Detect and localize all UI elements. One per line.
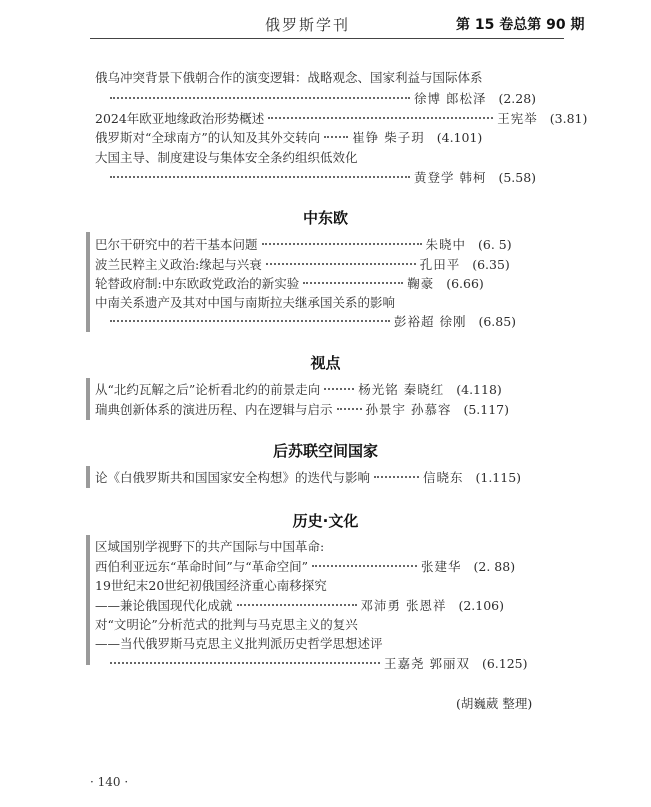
- toc-entry: [95, 468, 521, 488]
- dot-leader: [324, 388, 354, 390]
- dot-leader: [268, 117, 493, 119]
- toc-entry-authors: 王嘉尧 郭丽双: [383, 656, 470, 671]
- toc-entry-title: 区域国别学视野下的共产国际与中国革命:: [95, 539, 325, 554]
- page-number: · 140 ·: [90, 775, 129, 789]
- toc-entry-ref: (4.101): [436, 130, 483, 145]
- toc-entry-ref: (6. 5): [477, 237, 512, 252]
- toc-entry-ref: (6.35): [472, 257, 510, 272]
- toc-entry-leader-line: [110, 654, 528, 674]
- dot-leader: [266, 263, 416, 265]
- toc-entry-ref: (2.28): [498, 91, 537, 106]
- toc-entry-authors: 王宪举: [497, 111, 538, 126]
- toc-entry-title: 轮替政府制:中东欧政党政治的新实验: [95, 276, 300, 291]
- toc-entry-title: 巴尔干研究中的若干基本问题: [95, 237, 258, 252]
- toc-entry-subtitle: ——当代俄罗斯马克思主义批判派历史哲学思想述评: [95, 636, 383, 651]
- dot-leader: [303, 282, 403, 284]
- toc-entry-ref: (2.106): [458, 598, 504, 613]
- toc-entry-leader-line: [110, 168, 536, 188]
- toc-entry-authors: 徐博 郎松泽: [413, 91, 487, 106]
- dot-leader: [110, 176, 410, 178]
- toc-entry-ref: (4.118): [456, 382, 502, 397]
- toc-entry-authors: 朱晓中: [425, 237, 466, 252]
- toc-entry-subtitle: ——兼论俄国现代化成就: [95, 598, 233, 613]
- section-bar: [86, 378, 90, 420]
- toc-entry-authors: 杨光铭 秦晓红: [358, 382, 445, 397]
- toc-entry-authors: 彭裕超 徐刚: [393, 314, 467, 329]
- toc-entry-ref: (6.66): [446, 276, 484, 291]
- toc-entry-title: 俄乌冲突背景下俄朝合作的演变逻辑：战略观念、国家利益与国际体系: [95, 70, 483, 85]
- toc-entry-authors: 崔铮 柴子玥: [352, 130, 425, 145]
- toc-entry-authors: 鞠豪: [407, 276, 435, 291]
- toc-entry-subtitle: 西伯利亚远东“革命时间”与“革命空间”: [95, 559, 309, 574]
- dot-leader: [374, 476, 419, 478]
- section-heading: 视点: [310, 354, 341, 372]
- toc-entry: [95, 128, 482, 148]
- toc-entry-ref: (6.125): [481, 656, 528, 671]
- toc-entry-leader-line: [110, 89, 536, 109]
- toc-entry: [95, 557, 515, 577]
- toc-entry-title: 2024年欧亚地缘政治形势概述: [95, 111, 265, 126]
- toc-entry: [95, 596, 504, 616]
- dot-leader: [110, 97, 410, 99]
- toc-entry-authors: 信晓东: [422, 470, 464, 485]
- dot-leader: [110, 662, 380, 664]
- toc-entry-title: 波兰民粹主义政治:缘起与兴衰: [95, 257, 262, 272]
- issue-label: 第 15 卷总第 90 期: [456, 17, 585, 33]
- header-rule: [90, 38, 564, 39]
- toc-entry: [95, 235, 512, 255]
- section-bar: [86, 535, 90, 665]
- toc-entry-title: 俄罗斯对“全球南方”的认知及其外交转向: [95, 130, 321, 145]
- toc-entry-leader-line: [110, 312, 516, 332]
- toc-entry: [95, 274, 484, 294]
- toc-entry: [95, 255, 510, 275]
- toc-entry-ref: (2. 88): [473, 559, 516, 574]
- toc-entry-title: 大国主导、制度建设与集体安全条约组织低效化: [95, 150, 358, 165]
- toc-entry-title: 瑞典创新体系的演进历程、内在逻辑与启示: [95, 402, 333, 417]
- toc-entry-ref: (5.117): [463, 402, 509, 417]
- toc-entry: [95, 380, 502, 400]
- toc-entry: [95, 109, 587, 129]
- compiler-note: (胡巍葳 整理): [456, 696, 533, 711]
- toc-entry-title: 从“北约瓦解之后”论析看北约的前景走向: [95, 382, 321, 397]
- toc-entry-ref: (5.58): [498, 170, 537, 185]
- toc-entry: [95, 400, 509, 420]
- dot-leader: [312, 565, 417, 567]
- toc-entry-authors: 孙景宇 孙慕容: [365, 402, 452, 417]
- dot-leader: [337, 408, 362, 410]
- toc-entry-ref: (1.115): [475, 470, 522, 485]
- dot-leader: [237, 604, 357, 606]
- dot-leader: [262, 243, 422, 245]
- section-bar: [86, 466, 90, 488]
- dot-leader: [324, 136, 348, 138]
- dot-leader: [110, 320, 390, 322]
- toc-entry-title: 19世纪末20世纪初俄国经济重心南移探究: [95, 578, 327, 593]
- toc-entry-authors: 邓沛勇 张恩祥: [360, 598, 447, 613]
- section-heading: 历史·文化: [292, 512, 359, 530]
- toc-entry-title: 中南关系遗产及其对中国与南斯拉夫继承国关系的影响: [95, 295, 396, 310]
- toc-entry-authors: 孔田平: [419, 257, 461, 272]
- toc-entry-authors: 黄登学 韩柯: [413, 170, 487, 185]
- toc-entry-authors: 张建华: [421, 559, 462, 574]
- toc-entry-ref: (6.85): [478, 314, 517, 329]
- section-heading: 中东欧: [302, 209, 348, 227]
- toc-entry-ref: (3.81): [549, 111, 588, 126]
- toc-entry-title: 对“文明论”分析范式的批判与马克思主义的复兴: [95, 617, 358, 632]
- section-bar: [86, 232, 90, 332]
- toc-entry-title: 论《白俄罗斯共和国国家安全构想》的迭代与影响: [95, 470, 371, 485]
- section-heading: 后苏联空间国家: [272, 442, 378, 460]
- journal-title: 俄罗斯学刊: [265, 16, 351, 34]
